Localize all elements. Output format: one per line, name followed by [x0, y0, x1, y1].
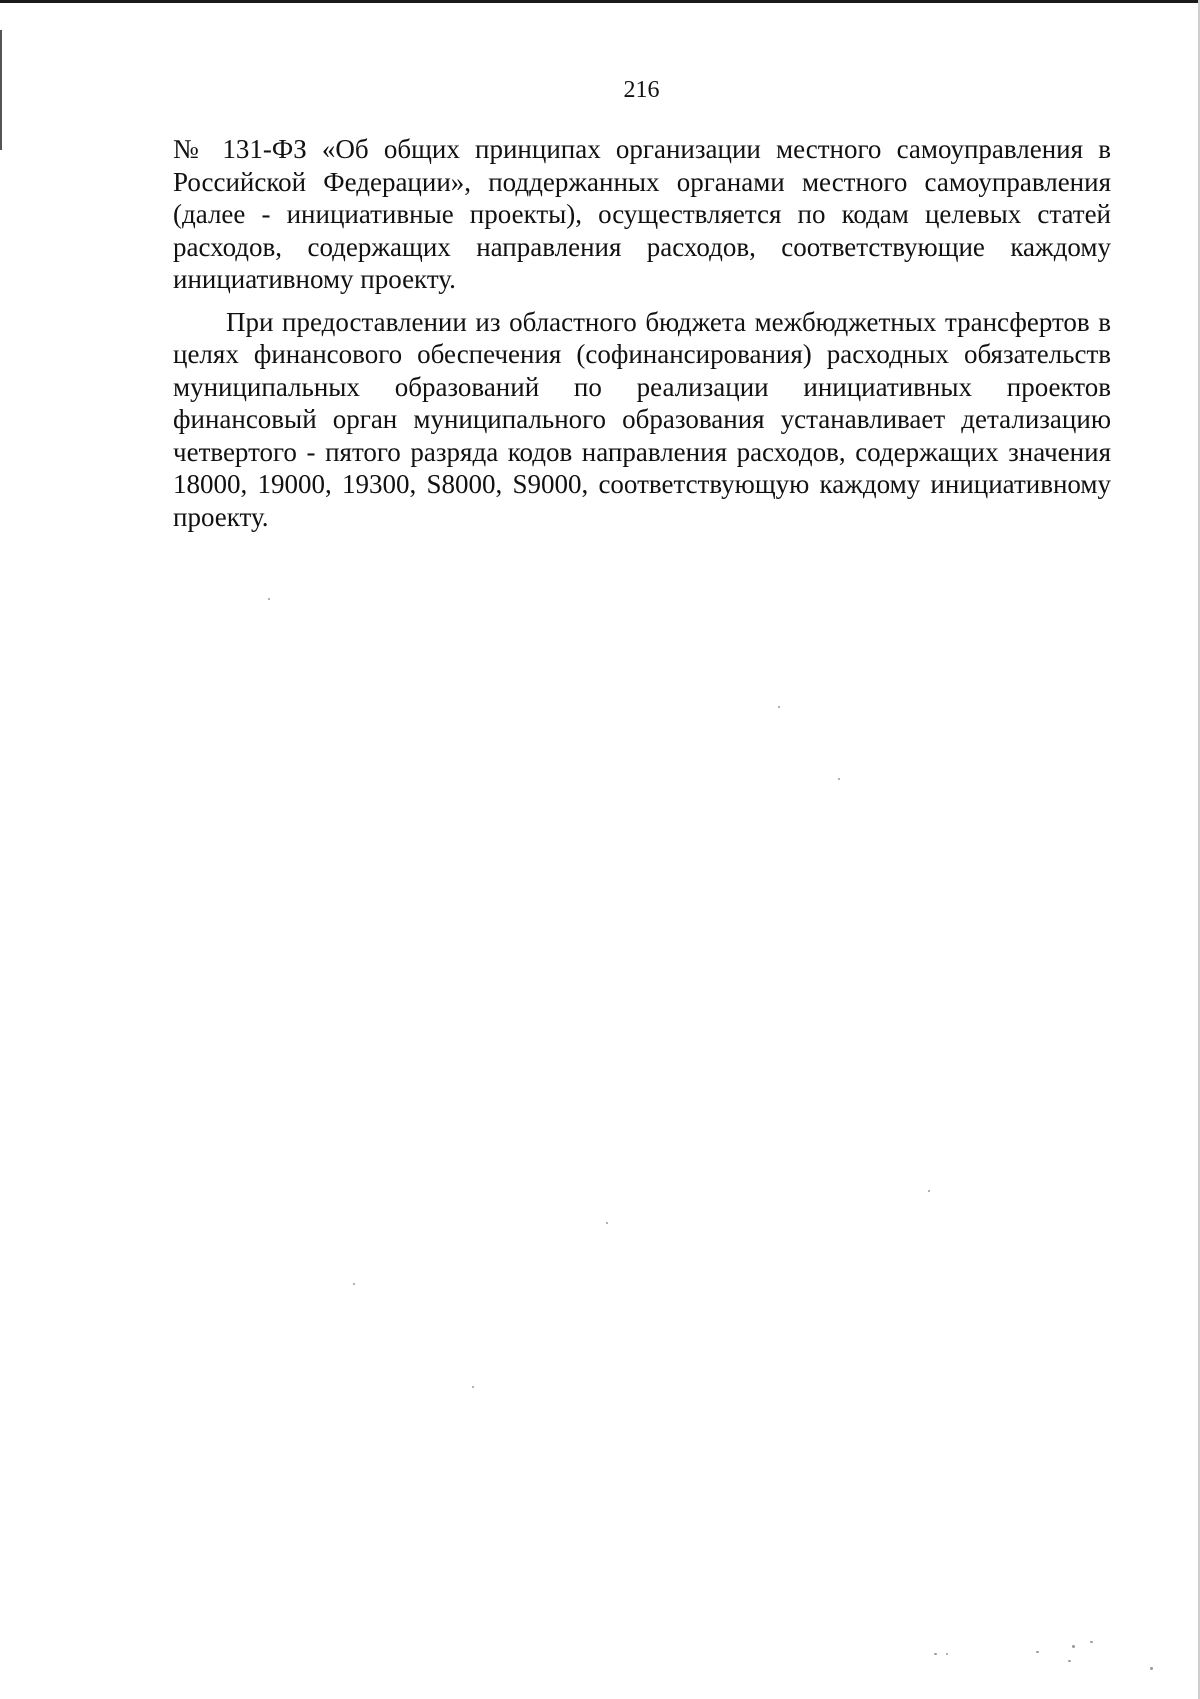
scan-speck — [1068, 1660, 1071, 1662]
scan-speck — [928, 1190, 930, 1192]
scan-speck — [934, 1653, 937, 1655]
scan-speck — [472, 1386, 474, 1388]
paragraph-continuation: № 131-ФЗ «Об общих принципах организации местного самоуправления в Российской Федерации», поддержанных органами местного самоуправления (далее - инициативные проекты), осуществляется по кодам целевых статей расходов, содержащих направления расходов, соответствующие каждому инициативному проекту. — [173, 134, 1111, 294]
scan-speck — [1150, 1667, 1153, 1670]
scan-speck — [778, 706, 780, 708]
scan-speck — [946, 1653, 948, 1655]
scan-speck — [1090, 1641, 1093, 1643]
scan-speck — [353, 1283, 355, 1285]
scan-speck — [838, 778, 840, 780]
scan-speck — [1036, 1651, 1039, 1653]
scan-speck — [268, 598, 270, 600]
scan-edge-top — [0, 0, 1200, 3]
scan-speck — [606, 1222, 608, 1224]
scan-speck — [1072, 1645, 1075, 1648]
document-body — [173, 133, 1111, 533]
paragraph-interbudget-transfers: При предоставлении из областного бюджета межбюджетных трансфертов в целях финансового обеспечения (софинансирования) расходных обязательств муниципальных образований по реализации инициативных проектов финансовый орган муниципального образования устанавливает детализацию четвертого - пятого разряда кодов направления расходов, содержащих значения 18000, 19000, 19300, S8000, S9000, соответствующую каждому инициативному проекту. — [173, 306, 1111, 532]
page-number: 216 — [623, 77, 660, 103]
